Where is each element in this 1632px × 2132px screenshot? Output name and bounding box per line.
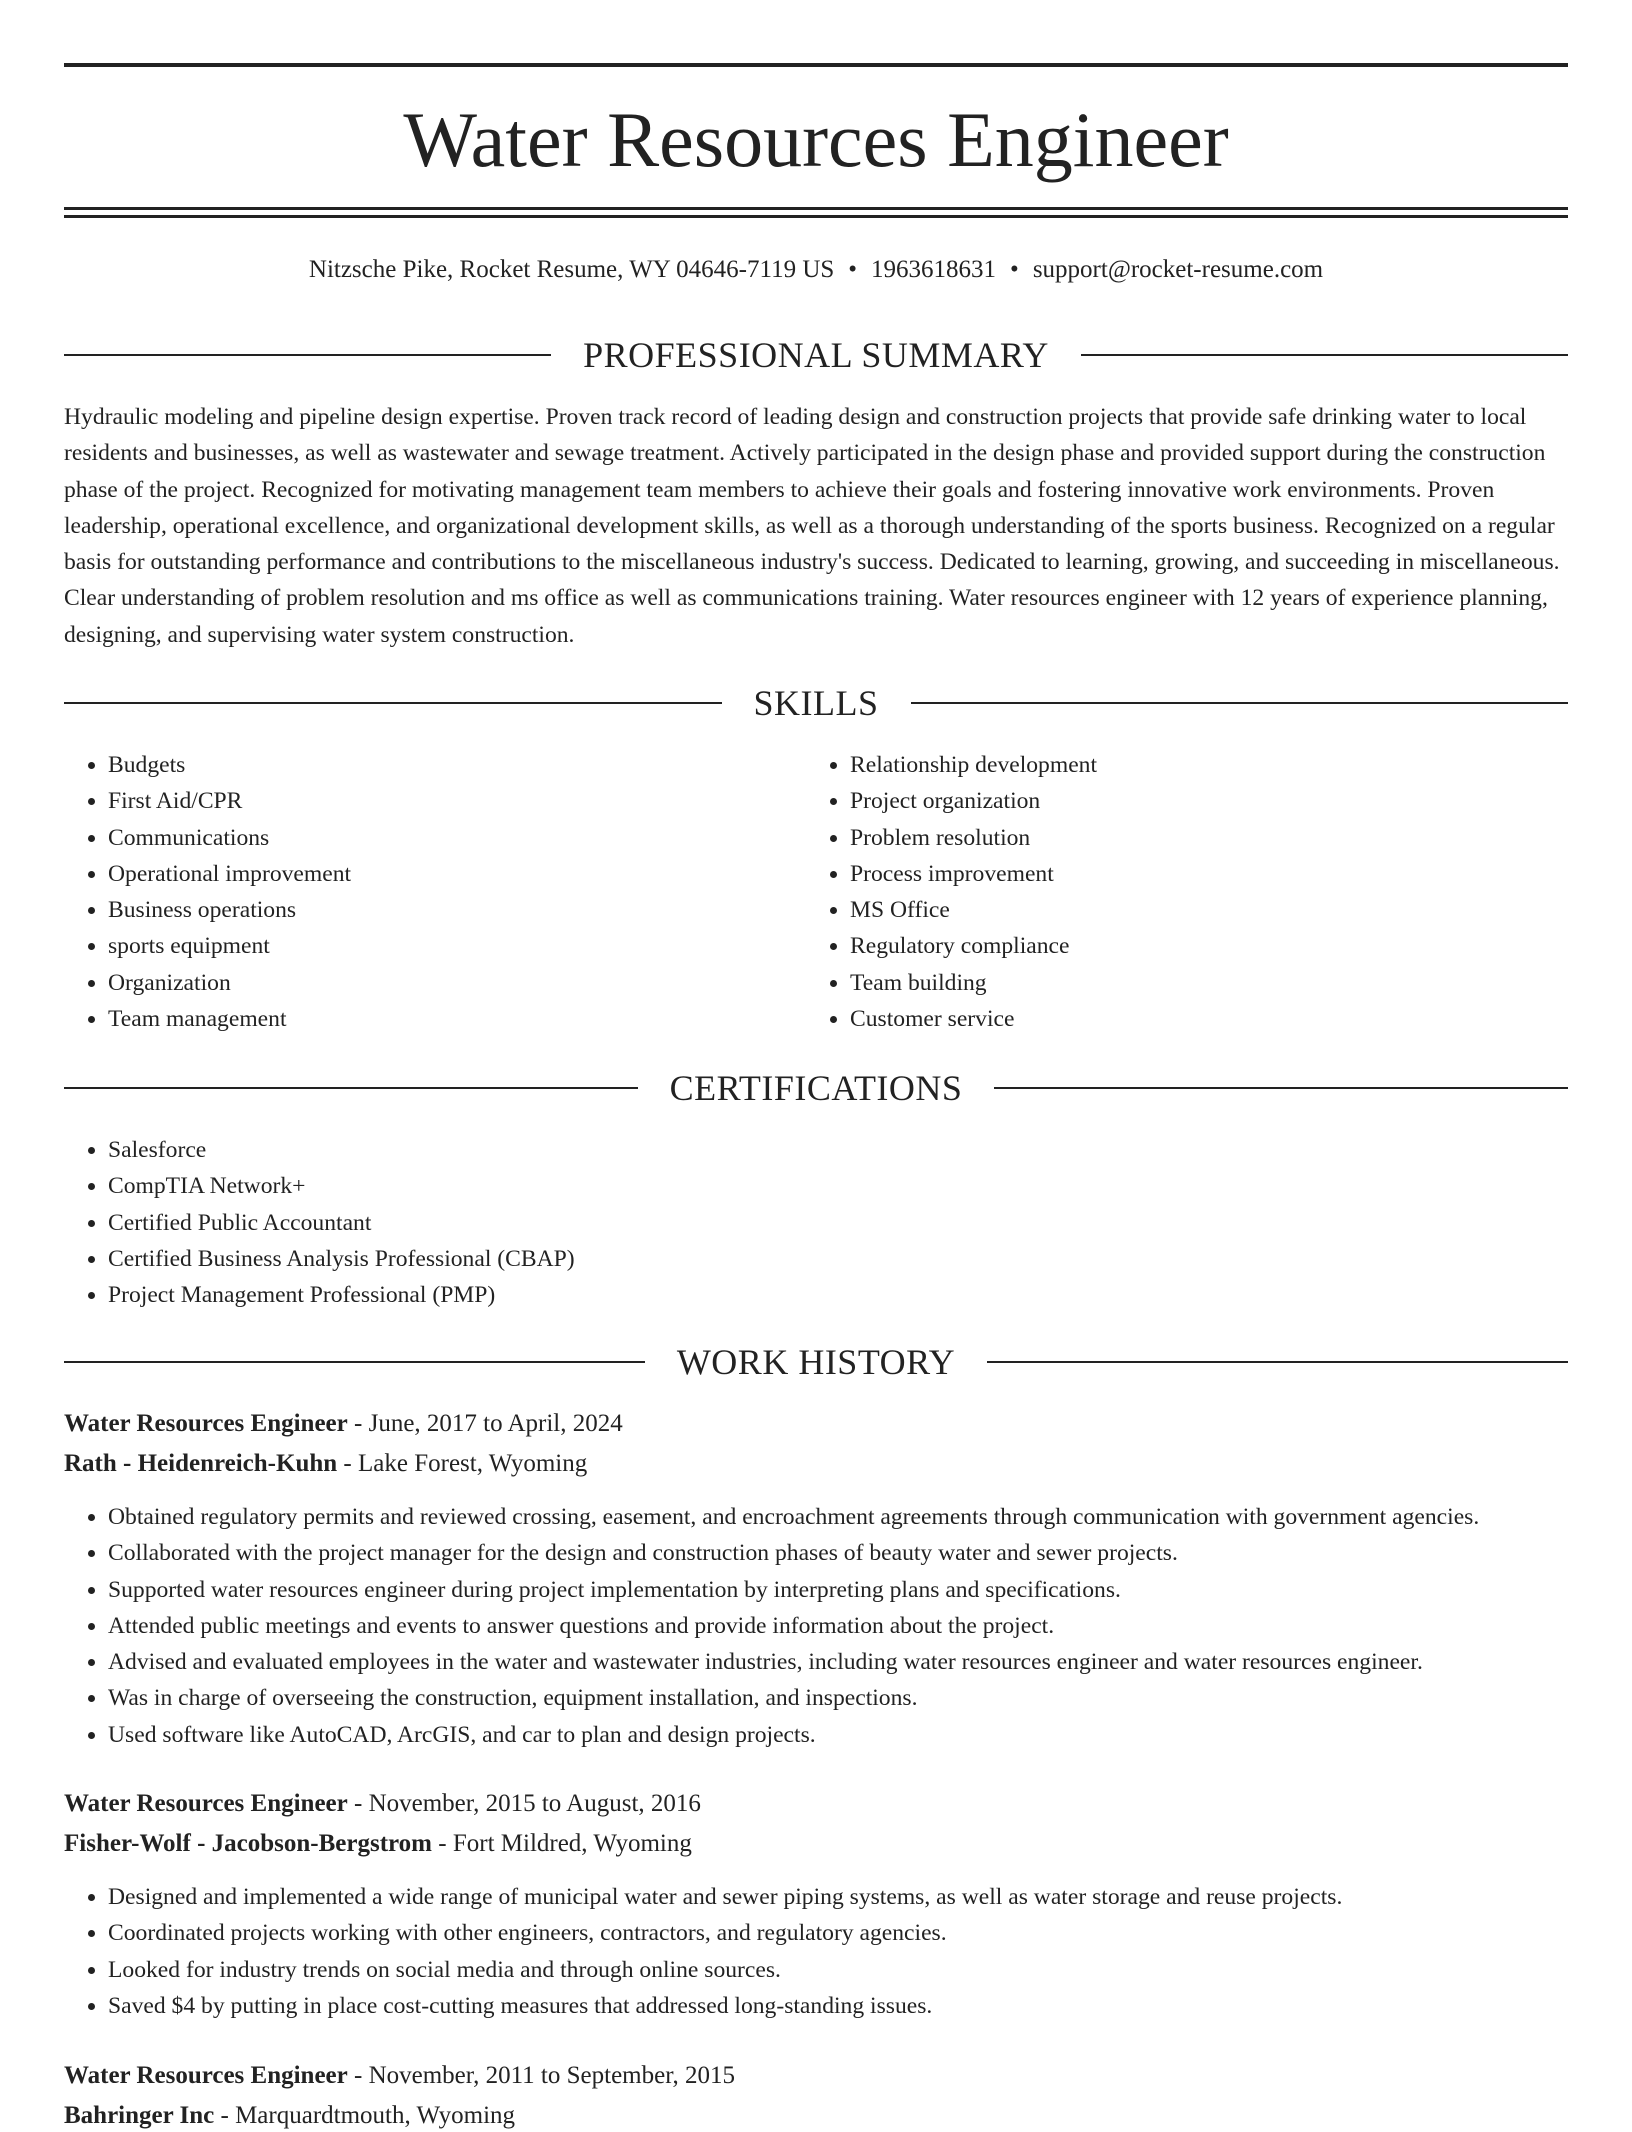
skill-item: • sports equipment xyxy=(108,928,808,964)
certifications-list xyxy=(64,1132,1508,1313)
job-title-line xyxy=(64,2060,735,2092)
divider xyxy=(911,702,1569,704)
section-title: WORK HISTORY xyxy=(676,1342,956,1382)
job-duty: • Saved $4 by putting in place cost-cutting measures that addressed long-standing issues. xyxy=(108,1988,1608,2024)
skills-list-left xyxy=(64,747,808,1037)
divider xyxy=(1081,354,1568,356)
job-duty: • Coordinated projects working with other engineers, contractors, and regulatory agencies. xyxy=(108,1915,1608,1951)
summary-heading xyxy=(64,333,1568,377)
skill-item: • Problem resolution xyxy=(850,820,1550,856)
job-title: Water Resources Engineer xyxy=(64,1410,348,1437)
skill-item: • Relationship development xyxy=(850,747,1550,783)
contact-address: Nitzsche Pike, Rocket Resume, WY 04646-7119 US xyxy=(308,256,835,283)
divider xyxy=(64,702,722,704)
skill-item: • Operational improvement xyxy=(108,856,808,892)
certification-item: • Certified Public Accountant xyxy=(108,1205,1508,1241)
section-title: PROFESSIONAL SUMMARY xyxy=(583,335,1049,375)
skill-item: • MS Office xyxy=(850,892,1550,928)
divider xyxy=(64,1087,638,1089)
job-dates: - June, 2017 to April, 2024 xyxy=(347,1410,623,1437)
skill-item: • Budgets xyxy=(108,747,808,783)
skill-item: • Regulatory compliance xyxy=(850,928,1550,964)
title-rule-lower xyxy=(64,215,1568,218)
contact-line xyxy=(64,254,1568,286)
job-title-line xyxy=(64,1788,701,1820)
section-title: CERTIFICATIONS xyxy=(669,1068,963,1108)
job-duty: • Used software like AutoCAD, ArcGIS, and car to plan and design projects. xyxy=(108,1717,1608,1753)
skill-item: • Business operations xyxy=(108,892,808,928)
resume-title: Water Resources Engineer xyxy=(403,96,1229,183)
divider xyxy=(987,1361,1568,1363)
skill-item: • Team building xyxy=(850,965,1550,1001)
contact-phone: 1963618631 xyxy=(871,256,997,283)
skill-item: • First Aid/CPR xyxy=(108,783,808,819)
job-company-line xyxy=(64,2100,515,2132)
job-company-line xyxy=(64,1828,692,1860)
job-duty: • Advised and evaluated employees in the water and wastewater industries, including water resources engineer and water resources engineer. xyxy=(108,1644,1608,1680)
job-location: - Lake Forest, Wyoming xyxy=(337,1450,588,1477)
skills-list-right xyxy=(806,747,1550,1037)
divider xyxy=(64,354,551,356)
skills-heading xyxy=(64,681,1568,725)
section-title: SKILLS xyxy=(753,683,879,723)
summary-text: Hydraulic modeling and pipeline design expertise. Proven track record of leading design and construction projects that provide safe drinking water to local residents and businesses, as well as wastewater and sewage treatment. Actively participated in the design phase and provided support during the construction phase of the project. Recognized for motivating management team members to achieve their goals and fostering innovative work environments. Proven leadership, operational excellence, and organizational development skills, as well as a thorough understanding of the sports business. Recognized on a regular basis for outstanding performance and contributions to the miscellaneous industry's success. Dedicated to learning, growing, and succeeding in miscellaneous. Clear understanding of problem resolution and ms office as well as communications training. Water resources engineer with 12 years of experience planning, designing, and supervising water system construction. xyxy=(64,404,1560,648)
job-company: Fisher-Wolf - Jacobson-Bergstrom xyxy=(64,1830,433,1857)
job-duty: • Designed and implemented a wide range of municipal water and sewer piping systems, as well as water storage and reuse projects. xyxy=(108,1879,1608,1915)
certification-item: • Certified Business Analysis Professional (CBAP) xyxy=(108,1241,1508,1277)
job-location: - Marquardtmouth, Wyoming xyxy=(214,2102,516,2129)
job-title: Water Resources Engineer xyxy=(64,1790,348,1817)
certification-item: • Salesforce xyxy=(108,1132,1508,1168)
job-company-line xyxy=(64,1448,587,1480)
job-dates: - November, 2015 to August, 2016 xyxy=(347,1790,701,1817)
contact-separator: • xyxy=(848,256,858,283)
divider xyxy=(994,1087,1568,1089)
job-duty: • Obtained regulatory permits and reviewed crossing, easement, and encroachment agreements through communication with government agencies. xyxy=(108,1499,1608,1535)
job-company: Rath - Heidenreich-Kuhn xyxy=(64,1450,338,1477)
skill-item: • Communications xyxy=(108,820,808,856)
job-dates: - November, 2011 to September, 2015 xyxy=(347,2062,736,2089)
job-duties-list xyxy=(64,1879,1608,2024)
job-duty: • Supported water resources engineer during project implementation by interpreting plans and specifications. xyxy=(108,1572,1608,1608)
contact-separator: • xyxy=(1010,256,1019,283)
job-duty: • Looked for industry trends on social media and through online sources. xyxy=(108,1952,1608,1988)
top-rule xyxy=(64,63,1568,67)
title-rule-upper xyxy=(64,207,1568,210)
contact-email: support@rocket-resume.com xyxy=(1032,256,1324,283)
skill-item: • Customer service xyxy=(850,1001,1550,1037)
job-duty: • Collaborated with the project manager for the design and construction phases of beauty water and sewer projects. xyxy=(108,1535,1608,1571)
job-duty: • Attended public meetings and events to answer questions and provide information about the project. xyxy=(108,1608,1608,1644)
job-location: - Fort Mildred, Wyoming xyxy=(432,1830,692,1857)
job-title: Water Resources Engineer xyxy=(64,2062,348,2089)
skill-item: • Process improvement xyxy=(850,856,1550,892)
job-company: Bahringer Inc xyxy=(64,2102,215,2129)
skill-item: • Organization xyxy=(108,965,808,1001)
divider xyxy=(64,1361,645,1363)
certification-item: • CompTIA Network+ xyxy=(108,1168,1508,1204)
job-title-line xyxy=(64,1408,623,1440)
job-duty: • Was in charge of overseeing the construction, equipment installation, and inspections. xyxy=(108,1680,1608,1716)
skill-item: • Project organization xyxy=(850,783,1550,819)
certification-item: • Project Management Professional (PMP) xyxy=(108,1277,1508,1313)
job-duties-list xyxy=(64,1499,1608,1753)
certifications-heading xyxy=(64,1066,1568,1110)
skill-item: • Team management xyxy=(108,1001,808,1037)
work-history-heading xyxy=(64,1340,1568,1384)
